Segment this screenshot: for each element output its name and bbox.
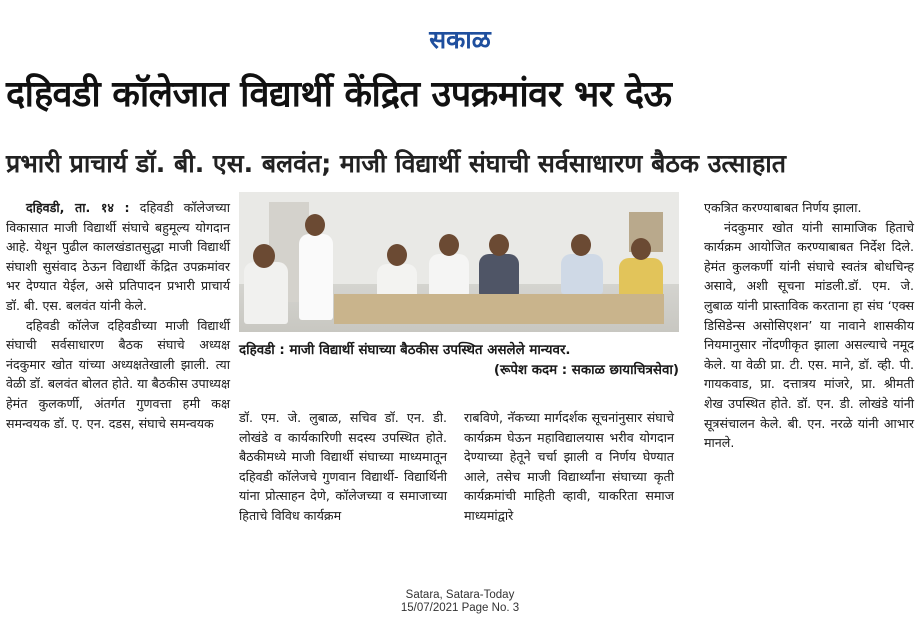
photo-person bbox=[479, 254, 519, 296]
photo-caption bbox=[239, 341, 679, 381]
dateline: दहिवडी, ता. १४ : bbox=[26, 200, 130, 215]
column-1-paragraph-1 bbox=[6, 198, 230, 316]
photo-person bbox=[429, 254, 469, 296]
photo-person-head bbox=[489, 234, 509, 256]
photo-caption-text: दहिवडी : माजी विद्यार्थी संघाच्या बैठकीस उपस्थित असलेले मान्यवर. bbox=[239, 343, 571, 358]
photo-person bbox=[561, 254, 603, 294]
photo-person-head bbox=[439, 234, 459, 256]
article-column-2 bbox=[239, 408, 447, 526]
photo-table bbox=[334, 294, 664, 324]
photo-person-head bbox=[571, 234, 591, 256]
article-column-1 bbox=[6, 198, 230, 433]
column-1-paragraph-1-text: दहिवडी कॉलेजच्या विकासात माजी विद्यार्थी संघाचे बहुमूल्य योगदान आहे. येथून पुढील कालखंडातसुद्धा माजी विद्यार्थी संघाशी सुसंवाद ठेऊन विद्यार्थी केंद्रित उपक्रमांवर भर देण्यात येईल, असे प्रतिपादन प्रभारी प्राचार्य डॉ. बी. एस. बलवंत यांनी केले. bbox=[6, 200, 230, 313]
page-footer bbox=[0, 589, 920, 615]
column-4-paragraph-1: एकत्रित करण्याबाबत निर्णय झाला. bbox=[704, 200, 862, 215]
photo-credit: (रूपेश कदम : सकाळ छायाचित्रसेवा) bbox=[493, 363, 679, 378]
photo-person-head bbox=[631, 238, 651, 260]
footer-edition: Satara, Satara-Today bbox=[405, 589, 515, 601]
photo-person-head bbox=[387, 244, 407, 266]
photo-person-head bbox=[305, 214, 325, 236]
meeting-photo bbox=[239, 192, 679, 332]
photo-person-head bbox=[253, 244, 275, 268]
column-1-paragraph-2: दहिवडी कॉलेज दहिवडीच्या माजी विद्यार्थी संघाची सर्वसाधारण बैठक संघाचे अध्यक्ष नंदकुमार खोत यांच्या अध्यक्षतेखाली झाली. त्या वेळी डॉ. बलवंत बोलत होते. या बैठकीस उपाध्यक्ष हेमंत कुलकर्णी, अंतर्गत गुणवत्ता हमी कक्ष समन्वयक डॉ. ए. एन. दडस, संघाचे समन्वयक bbox=[6, 317, 230, 431]
column-3-text: राबविणे, नॅकच्या मार्गदर्शक सूचनांनुसार संघाचे कार्यक्रम घेऊन महाविद्यालयास भरीव योगदान देण्याच्या हेतूने चर्चा झाली व निर्णय घेण्यात आले, तसेच माजी विद्यार्थ्यांना संघाच्या कृती कार्यक्रमांची माहिती व्हावी, याकरिता समाज माध्यमांद्वारे bbox=[464, 410, 674, 523]
footer-date-page: 15/07/2021 Page No. 3 bbox=[400, 602, 520, 614]
newspaper-masthead: सकाळ bbox=[429, 25, 491, 54]
subheadline: प्रभारी प्राचार्य डॉ. बी. एस. बलवंत; माजी विद्यार्थी संघाची सर्वसाधारण बैठक उत्साहात bbox=[6, 149, 787, 178]
photo-person bbox=[299, 234, 333, 320]
headline: दहिवडी कॉलेजात विद्यार्थी केंद्रित उपक्रमांवर भर देऊ bbox=[6, 74, 672, 115]
column-2-text: डॉ. एम. जे. लुबाळ, सचिव डॉ. एन. डी. लोखंडे व कार्यकारिणी सदस्य उपस्थित होते. बैठकीमध्ये माजी विद्यार्थी संघाच्या माध्यमातून दहिवडी कॉलेजचे गुणवान विद्यार्थी- विद्यार्थिनी यांना प्रोत्साहन देणे, कॉलेजच्या व समाजाच्या हिताचे विविध कार्यक्रम bbox=[239, 410, 447, 523]
column-4-paragraph-2: नंदकुमार खोत यांनी सामाजिक हिताचे कार्यक्रम आयोजित करण्याबाबत निर्देश दिले. हेमंत कुलकर्णी यांनी संघाचे स्वतंत्र बोधचिन्ह असावे, अशी सूचना मांडली.डॉ. एम. जे. लुबाळ यांनी प्रास्ताविक करताना हा संघ ‘एक्स डिसिडेन्स असोसिएशन’ या नावाने शासकीय नियमानुसार नोंदणीकृत झाला असल्याचे नमूद केले. या वेळी प्रा. टी. एस. माने, डॉ. व्ही. पी. गायकवाड, प्रा. दत्तात्रय मांजरे, प्रा. श्रीमती शेख उपस्थित होते. डॉ. एन. डी. लोखंडे यांनी सूत्रसंचालन केले. बी. एन. नरळे यांनी आभार मानले. bbox=[704, 219, 914, 451]
photo-person bbox=[244, 262, 288, 324]
article-column-3 bbox=[464, 408, 674, 526]
article-column-4 bbox=[704, 198, 914, 453]
